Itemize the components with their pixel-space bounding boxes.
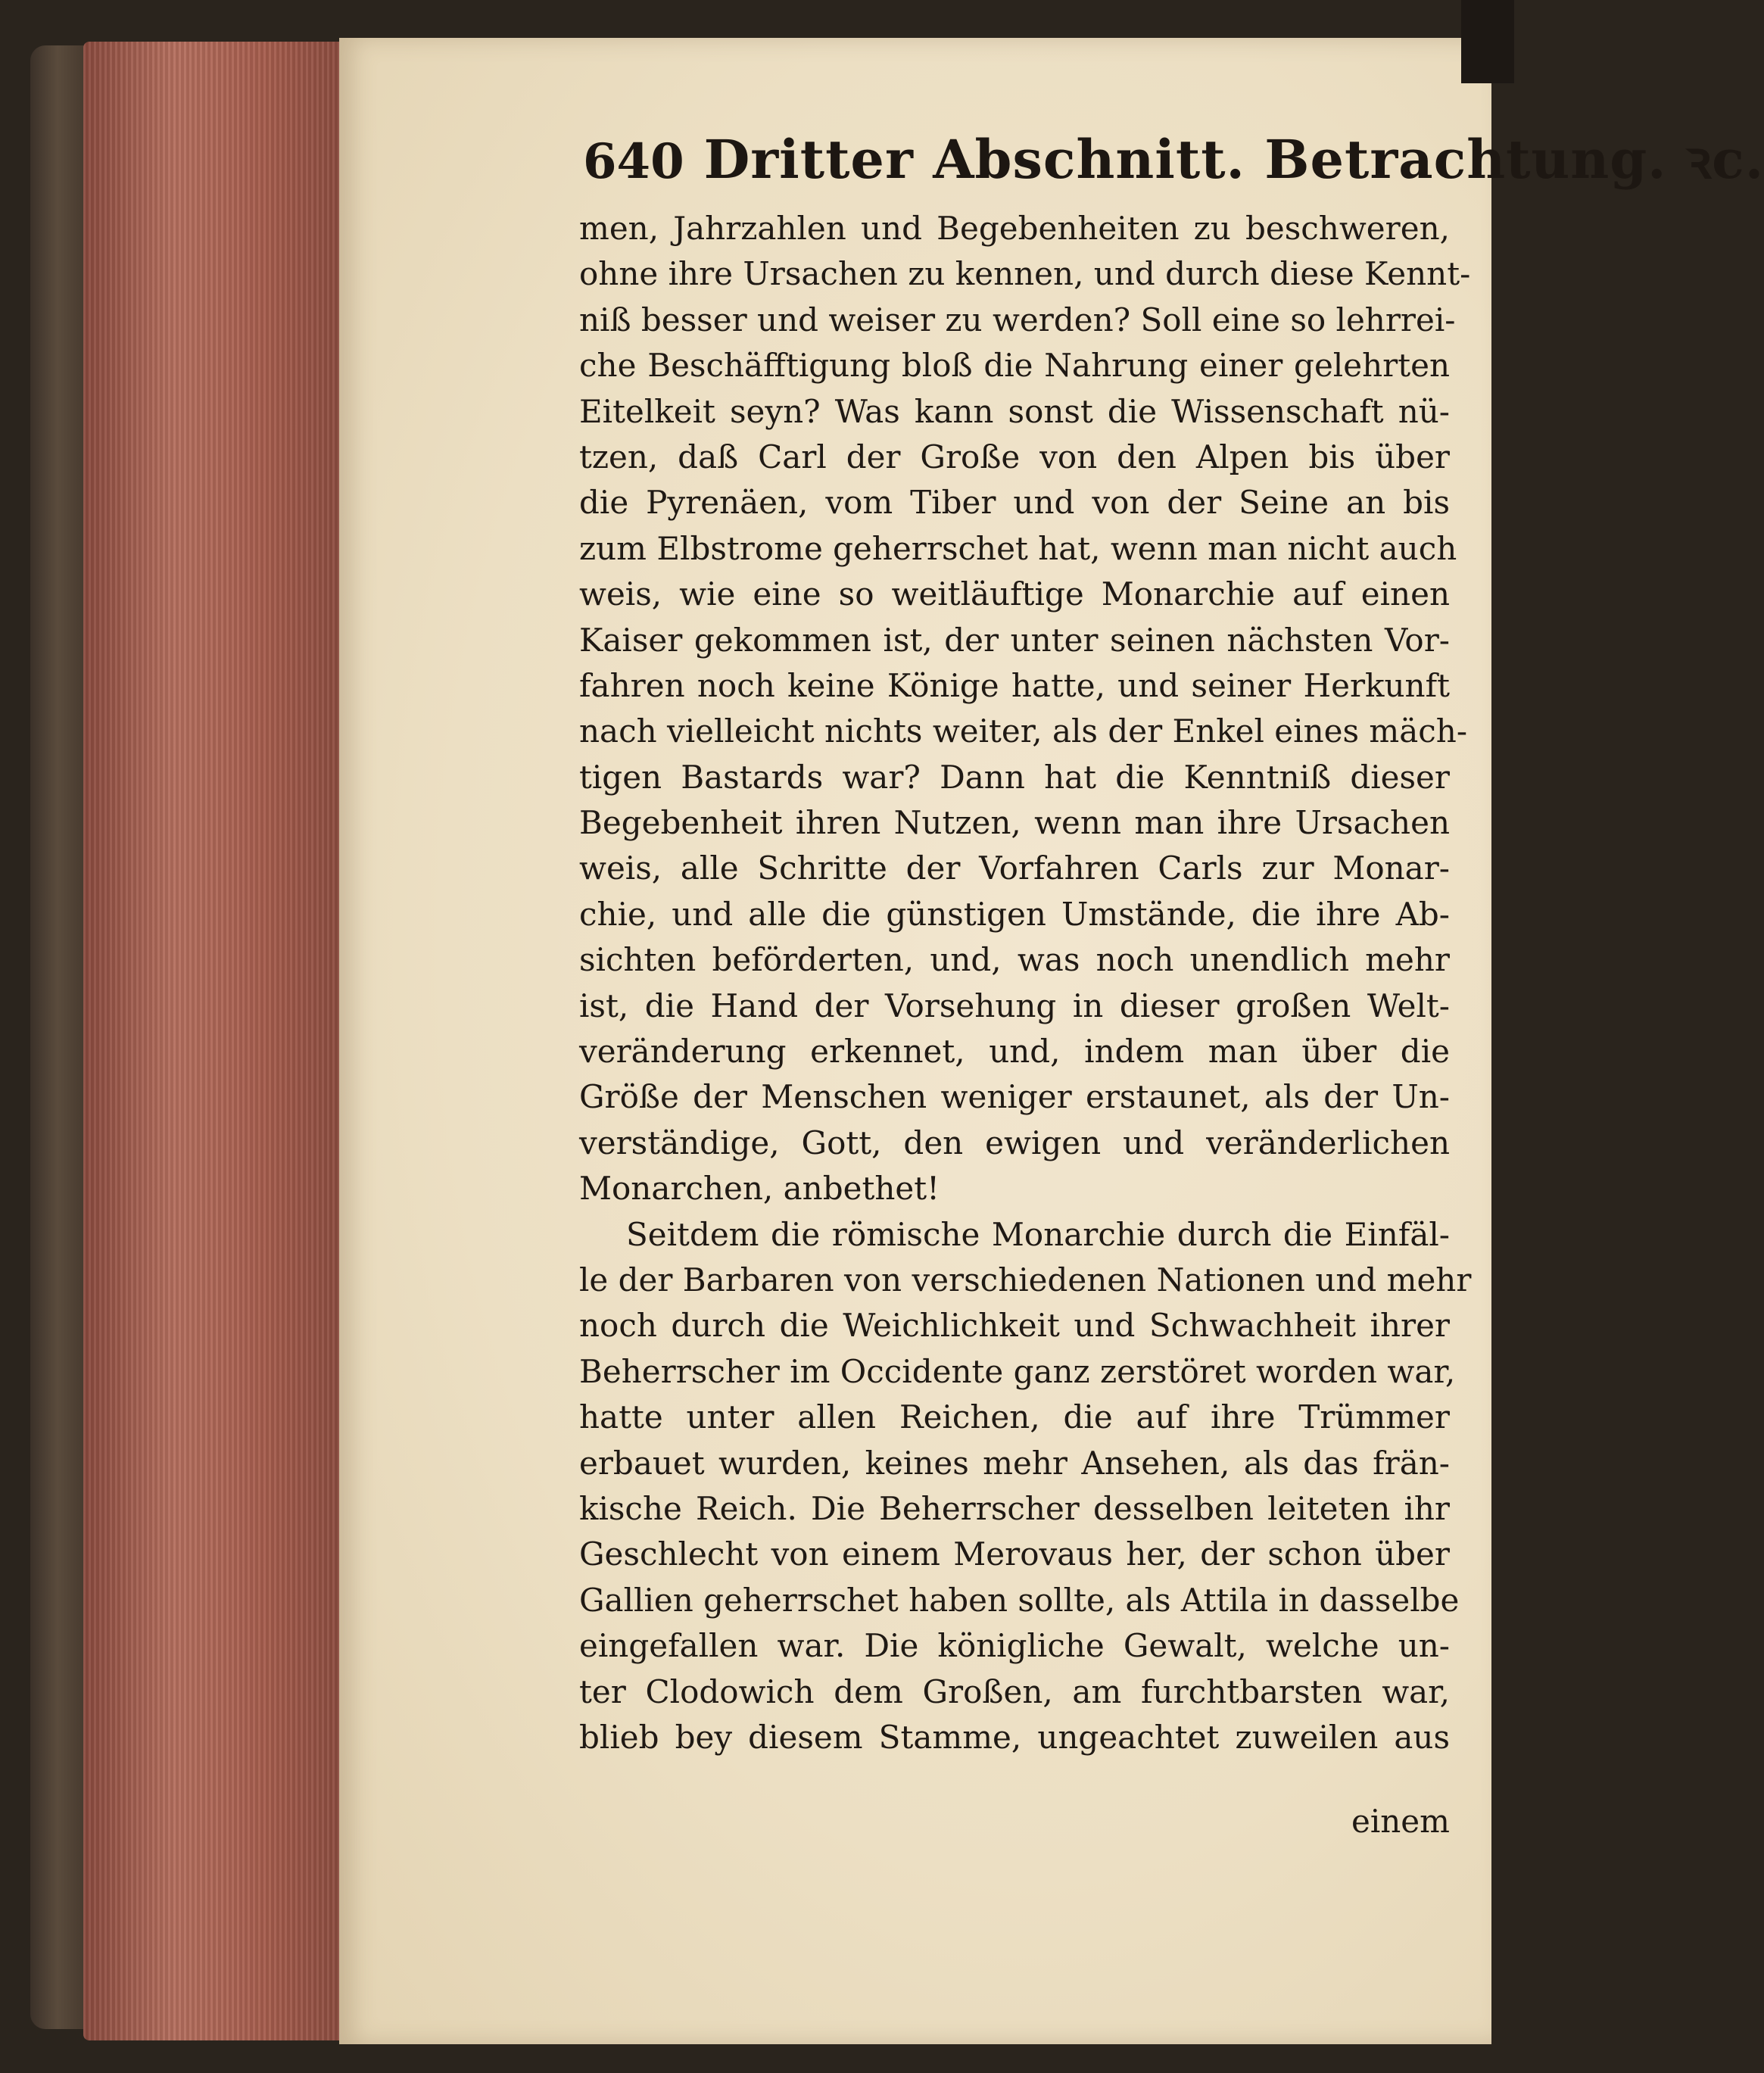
text-line: blieb bey diesem Stamme, ungeachtet zuweilen aus [579,1718,1450,1756]
text-line: Monarchen, anbethet! [579,1170,940,1208]
text-line: che Beschäfftigung bloß die Nahrung einer gelehrten [579,347,1450,385]
text-line: eingefallen war. Die königliche Gewalt, welche un- [579,1627,1450,1665]
text-line: tigen Bastards war? Dann hat die Kenntniß dieser [579,758,1450,796]
text-line: hatte unter allen Reichen, die auf ihre Trümmer [579,1398,1450,1436]
text-line: men, Jahrzahlen und Begebenheiten zu beschweren, [579,210,1450,247]
text-line: nach vielleicht nichts weiter, als der Enkel eines mäch- [579,712,1468,750]
text-line: die Pyrenäen, vom Tiber und von der Seine an bis [579,484,1450,522]
text-line: weis, wie eine so weitläuftige Monarchie auf einen [579,575,1450,613]
body-text [579,206,1472,1760]
text-line: kische Reich. Die Beherrscher desselben leiteten ihr [579,1489,1450,1527]
text-line: veränderung erkennet, und, indem man über die [579,1033,1450,1071]
page-header [583,121,1764,197]
scan-corner [1461,0,1514,83]
text-line: Größe der Menschen weniger erstaunet, als der Un- [579,1078,1450,1116]
text-line: erbauet wurden, keines mehr Ansehen, als das frän- [579,1444,1450,1482]
text-line: Gallien geherrschet haben sollte, als Attila in dasselbe [579,1581,1460,1619]
running-head: Dritter Abschnitt. Betrachtung. ꝛc. [703,128,1764,191]
text-line: verständige, Gott, den ewigen und veränderlichen [579,1124,1450,1161]
page-edges [83,42,344,2040]
text-line: tzen, daß Carl der Große von den Alpen bis über [579,438,1450,475]
text-line: niß besser und weiser zu werden? Soll eine so lehrrei- [579,301,1456,338]
text-line: Geschlecht von einem Merovaus her, der schon über [579,1535,1450,1573]
catchword: einem [1351,1803,1450,1840]
page-number: 640 [583,133,684,190]
text-line: zum Elbstrome geherrschet hat, wenn man nicht auch [579,529,1457,567]
text-line: Kaiser gekommen ist, der unter seinen nächsten Vor- [579,621,1450,659]
text-line: Beherrscher im Occidente ganz zerstöret worden war, [579,1352,1456,1390]
text-line: sichten beförderten, und, was noch unendlich mehr [579,941,1450,979]
text-line: ohne ihre Ursachen zu kennen, und durch diese Kennt- [579,255,1471,293]
text-line: weis, alle Schritte der Vorfahren Carls zur Monar- [579,849,1450,887]
text-line: Begebenheit ihren Nutzen, wenn man ihre Ursachen [579,804,1450,842]
text-line: chie, und alle die günstigen Umstände, die ihre Ab- [579,895,1450,933]
text-line: ist, die Hand der Vorsehung in dieser großen Welt- [579,987,1450,1024]
text-line: le der Barbaren von verschiedenen Nationen und mehr [579,1261,1472,1298]
text-line: fahren noch keine Könige hatte, und seiner Herkunft [579,666,1450,704]
text-line: noch durch die Weichlichkeit und Schwachheit ihrer [579,1307,1450,1345]
text-line: Seitdem die römische Monarchie durch die Einfäl- [626,1215,1450,1253]
text-line: ter Clodowich dem Großen, am furchtbarsten war, [579,1672,1450,1710]
text-line: Eitelkeit seyn? Was kann sonst die Wissenschaft nü- [579,392,1450,430]
